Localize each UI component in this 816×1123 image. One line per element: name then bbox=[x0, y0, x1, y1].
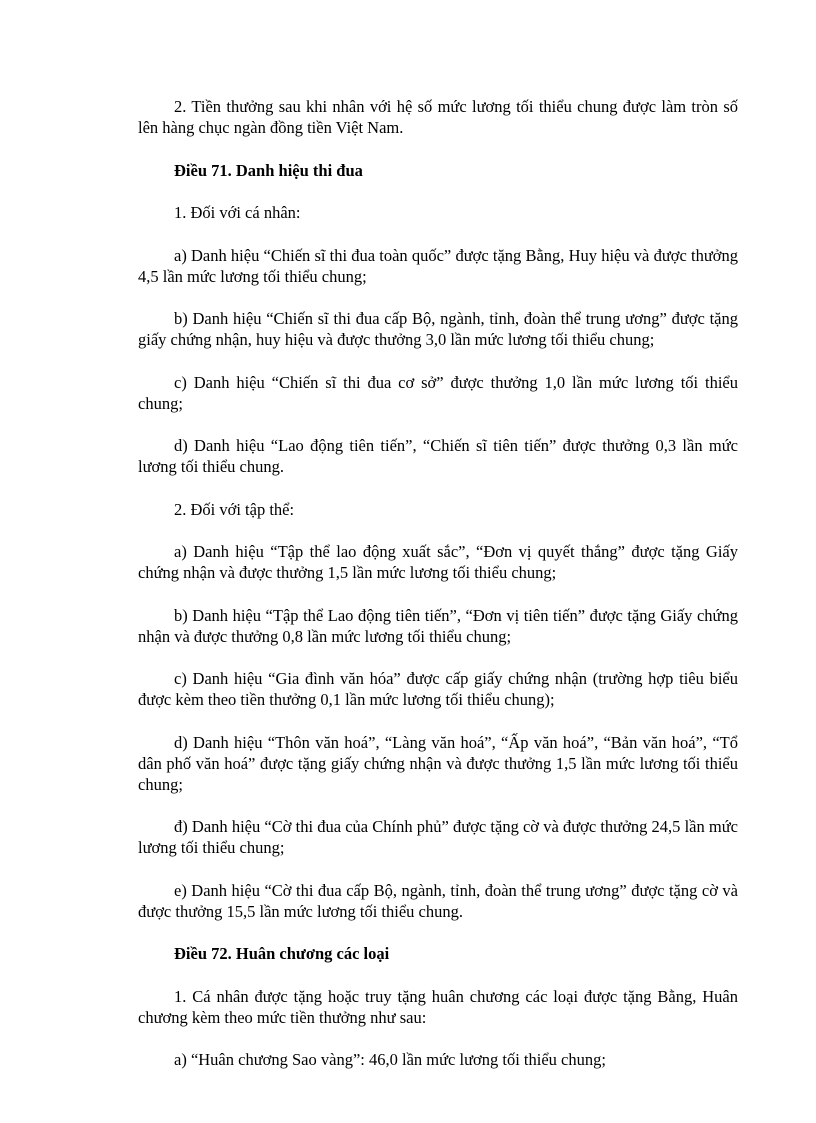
list-item-72-1a: a) “Huân chương Sao vàng”: 46,0 lần mức lương tối thiểu chung; bbox=[174, 1050, 606, 1069]
paragraph-collectives: 2. Đối với tập thể: bbox=[174, 499, 295, 519]
list-item-71-1d: d) Danh hiệu “Lao động tiên tiến”, “Chiến sĩ tiên tiến” được thưởng 0,3 lần mức lương tối thiểu chung. bbox=[138, 436, 738, 476]
article-71-heading: Điều 71. Danh hiệu thi đua bbox=[174, 160, 363, 180]
list-item-71-2b: b) Danh hiệu “Tập thể Lao động tiên tiến”, “Đơn vị tiên tiến” được tặng Giấy chứng nhận và được thưởng 0,8 lần mức lương tối thiểu chung; bbox=[138, 605, 738, 646]
list-item-71-1a: a) Danh hiệu “Chiến sĩ thi đua toàn quốc” được tặng Bằng, Huy hiệu và được thưởng 4,5 lần mức lương tối thiểu chung; bbox=[138, 245, 738, 286]
paragraph-medals-intro: 1. Cá nhân được tặng hoặc truy tặng huân chương các loại được tặng Bằng, Huân chương kèm theo mức tiền thưởng như sau: bbox=[138, 986, 738, 1027]
list-item-71-1c: c) Danh hiệu “Chiến sĩ thi đua cơ sở” được thưởng 1,0 lần mức lương tối thiểu chung; bbox=[138, 372, 738, 413]
list-item-71-2e: e) Danh hiệu “Cờ thi đua cấp Bộ, ngành, tỉnh, đoàn thể trung ương” được tặng cờ và được thưởng 15,5 lần mức lương tối thiểu chung. bbox=[138, 880, 738, 921]
paragraph-rounding-rule: 2. Tiền thưởng sau khi nhân với hệ số mức lương tối thiểu chung được làm tròn số lên hàng chục ngàn đồng tiền Việt Nam. bbox=[138, 97, 738, 137]
list-item-71-2d: d) Danh hiệu “Thôn văn hoá”, “Làng văn hoá”, “Ấp văn hoá”, “Bản văn hoá”, “Tổ dân phố văn hoá” được tặng giấy chứng nhận và được thưởng 1,5 lần mức lương tối thiểu chung; bbox=[138, 732, 738, 794]
list-item-71-2c: c) Danh hiệu “Gia đình văn hóa” được cấp giấy chứng nhận (trường hợp tiêu biểu được kèm theo tiền thưởng 0,1 lần mức lương tối thiểu chung); bbox=[138, 669, 738, 709]
document-body bbox=[138, 96, 738, 1092]
list-item-71-2a: a) Danh hiệu “Tập thể lao động xuất sắc”, “Đơn vị quyết thắng” được tặng Giấy chứng nhận và được thưởng 1,5 lần mức lương tối thiểu chung; bbox=[138, 542, 738, 582]
list-item-71-1b: b) Danh hiệu “Chiến sĩ thi đua cấp Bộ, ngành, tỉnh, đoàn thể trung ương” được tặng giấy chứng nhận, huy hiệu và được thưởng 3,0 lần mức lương tối thiểu chung; bbox=[138, 309, 738, 349]
article-72-heading: Điều 72. Huân chương các loại bbox=[174, 944, 390, 963]
paragraph-individuals: 1. Đối với cá nhân: bbox=[174, 203, 301, 222]
list-item-71-2dd: đ) Danh hiệu “Cờ thi đua của Chính phủ” được tặng cờ và được thưởng 24,5 lần mức lương tối thiểu chung; bbox=[138, 817, 738, 857]
